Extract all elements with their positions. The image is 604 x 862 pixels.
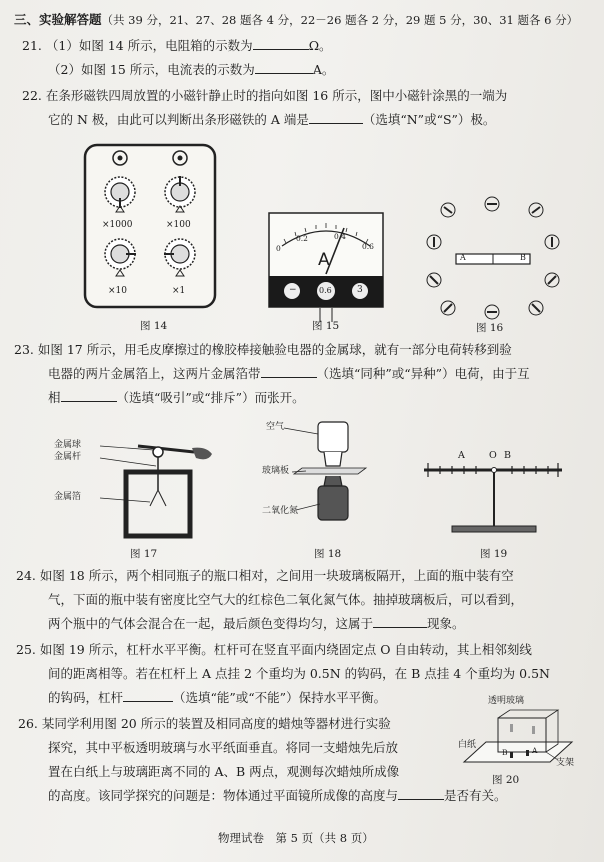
figure-14-caption: 图 14 (140, 320, 168, 332)
answer-blank[interactable] (255, 62, 313, 74)
dial-multiplier-label: ×1 (172, 286, 186, 296)
question-24-line2 (48, 592, 523, 607)
section-note: （共 39 分，21、27、28 题各 4 分，22－26 题各 2 分，29 题 5 分，30、31 题各 6 分） (101, 13, 579, 27)
question-text: （选填“吸引”或“排斥”）而张开。 (116, 390, 305, 405)
question-text: （1）如图 14 所示，电阻箱的示数为 (45, 38, 253, 53)
terminal-label: 0.6 (319, 286, 332, 295)
question-text: 在条形磁铁四周放置的小磁针静止时的指向如图 16 所示，图中小磁针涂黑的一端为 (45, 88, 508, 103)
rubber-rod (138, 446, 194, 452)
figure-18-caption: 图 18 (314, 548, 342, 560)
dial-multiplier-label: ×1000 (102, 220, 133, 230)
question-26-line4 (48, 788, 507, 803)
answer-blank[interactable] (123, 690, 173, 702)
question-text: 的钩码，杠杆 (48, 690, 124, 705)
question-26-line3 (48, 764, 399, 779)
answer-blank[interactable] (253, 38, 309, 50)
figure-label: 透明玻璃 (488, 696, 525, 706)
question-number: 23. (14, 342, 34, 357)
magnet-end-a: A (460, 253, 466, 262)
question-25-line1 (16, 642, 532, 657)
figure-19-lever (418, 450, 568, 540)
question-text: 是否有关。 (444, 788, 507, 803)
question-24-line3 (48, 616, 465, 631)
figure-label: 支架 (556, 758, 575, 768)
question-text: 探究，其中平板透明玻璃与水平纸面垂直。将同一支蜡烛先后放 (48, 740, 399, 755)
page-footer: 物理试卷 第 5 页（共 8 页） (218, 831, 374, 845)
lever-point-o: O (489, 450, 497, 461)
ammeter-scale-label: 0.6 (362, 242, 374, 251)
question-text: 如图 19 所示，杠杆水平平衡。杠杆可在竖直平面内绕固定点 O 自由转动，其上相邻刻线 (39, 642, 532, 657)
answer-blank[interactable] (309, 112, 363, 124)
answer-blank[interactable] (398, 788, 444, 800)
figure-18-gas-bottles (262, 420, 382, 538)
figure-17-caption: 图 17 (130, 548, 158, 560)
figure-label: 金属杆 (54, 452, 82, 462)
ammeter-scale-label: 0 (276, 244, 281, 253)
question-number: 22. (22, 88, 42, 103)
figure-16-caption: 图 16 (476, 322, 504, 334)
question-text: 间的距离相等。若在杠杆上 A 点挂 2 个重均为 0.5N 的钩码，在 B 点挂 4 个重均为 0.5N (48, 666, 550, 681)
terminal-label: 3 (357, 285, 363, 295)
question-text: 电器的两片金属箔上，这两片金属箔带 (48, 366, 261, 381)
ammeter-scale-label: 0.2 (296, 234, 308, 243)
question-23-line2 (48, 366, 530, 381)
answer-blank[interactable] (61, 390, 117, 402)
section-header (14, 12, 578, 28)
figure-14-resistance-box (82, 142, 218, 312)
question-text: （选填“同种”或“异种”）电荷，由于互 (316, 366, 530, 381)
question-text: 气，下面的瓶中装有密度比空气大的红棕色二氧化氮气体。抽掉玻璃板后，可以看到， (48, 592, 524, 607)
section-title: 三、实验解答题 (14, 12, 102, 27)
figure-19-caption: 图 19 (480, 548, 508, 560)
figure-17-electroscope (54, 432, 224, 540)
question-26-line2 (48, 740, 398, 755)
question-number: 24. (16, 568, 36, 583)
figure-20-plane-mirror (458, 706, 578, 770)
question-23-line1 (14, 342, 512, 357)
figure-label: 白纸 (458, 740, 477, 750)
question-number: 21. (22, 38, 42, 53)
unit-text: A。 (312, 62, 335, 77)
terminal-label: − (289, 285, 297, 295)
metal-ball (153, 447, 163, 457)
question-text: （选填“能”或“不能”）保持水平平衡。 (173, 690, 387, 705)
question-21-part1 (22, 38, 332, 53)
figure-label: 金属球 (54, 440, 82, 450)
dial-multiplier-label: ×100 (166, 220, 191, 230)
question-text: 置在白纸上与玻璃距离不同的 A、B 两点，观测每次蜡烛所成像 (48, 764, 400, 779)
question-text: 的高度。该同学探究的问题是：物体通过平面镜所成像的高度与 (48, 788, 399, 803)
magnet-end-b: B (520, 253, 526, 262)
lever-point-a: A (458, 450, 465, 461)
figure-15-caption: 图 15 (312, 320, 340, 332)
question-text: （2）如图 15 所示，电流表的示数为 (48, 62, 255, 77)
question-22-line1 (22, 88, 507, 103)
question-text: 相 (48, 390, 61, 405)
question-text: 现象。 (427, 616, 465, 631)
unit-text: Ω。 (308, 38, 332, 53)
hand-icon (192, 448, 212, 460)
point-b-label: B (502, 748, 508, 757)
question-text: 它的 N 极，由此可以判断出条形磁铁的 A 端是 (48, 112, 309, 127)
question-23-line3 (48, 390, 305, 405)
point-a-label: A (532, 746, 538, 755)
question-text: （选填“N”或“S”）极。 (362, 112, 496, 127)
dial-multiplier-label: ×10 (108, 286, 127, 296)
answer-blank[interactable] (261, 366, 317, 378)
question-text: 两个瓶中的气体会混合在一起，最后颜色变得均匀，这属于 (48, 616, 374, 631)
question-text: 某同学利用图 20 所示的装置及相同高度的蜡烛等器材进行实验 (41, 716, 391, 731)
figure-label: 金属箔 (54, 492, 82, 502)
question-text: 如图 18 所示，两个相同瓶子的瓶口相对，之间用一块玻璃板隔开，上面的瓶中装有空 (39, 568, 514, 583)
figure-label: 二氧化氮 (262, 506, 299, 516)
question-number: 26. (18, 716, 38, 731)
figure-20-caption: 图 20 (492, 774, 520, 786)
question-text: 如图 17 所示，用毛皮摩擦过的橡胶棒接触验电器的金属球，就有一部分电荷转移到验 (37, 342, 512, 357)
figure-label: 玻璃板 (262, 466, 290, 476)
question-21-part2 (48, 62, 334, 77)
figure-label: 空气 (266, 422, 285, 432)
figure-16-magnet-compasses (426, 194, 560, 320)
question-25-line3 (48, 690, 386, 705)
question-25-line2 (48, 666, 550, 681)
question-number: 25. (16, 642, 36, 657)
ammeter-unit: A (318, 250, 330, 270)
ammeter-scale-label: 0.4 (334, 232, 346, 241)
figure-15-ammeter (268, 212, 384, 308)
question-26-line1 (18, 716, 391, 731)
answer-blank[interactable] (373, 616, 427, 628)
question-24-line1 (16, 568, 514, 583)
question-22-line2 (48, 112, 495, 127)
lever-point-b: B (504, 450, 511, 461)
